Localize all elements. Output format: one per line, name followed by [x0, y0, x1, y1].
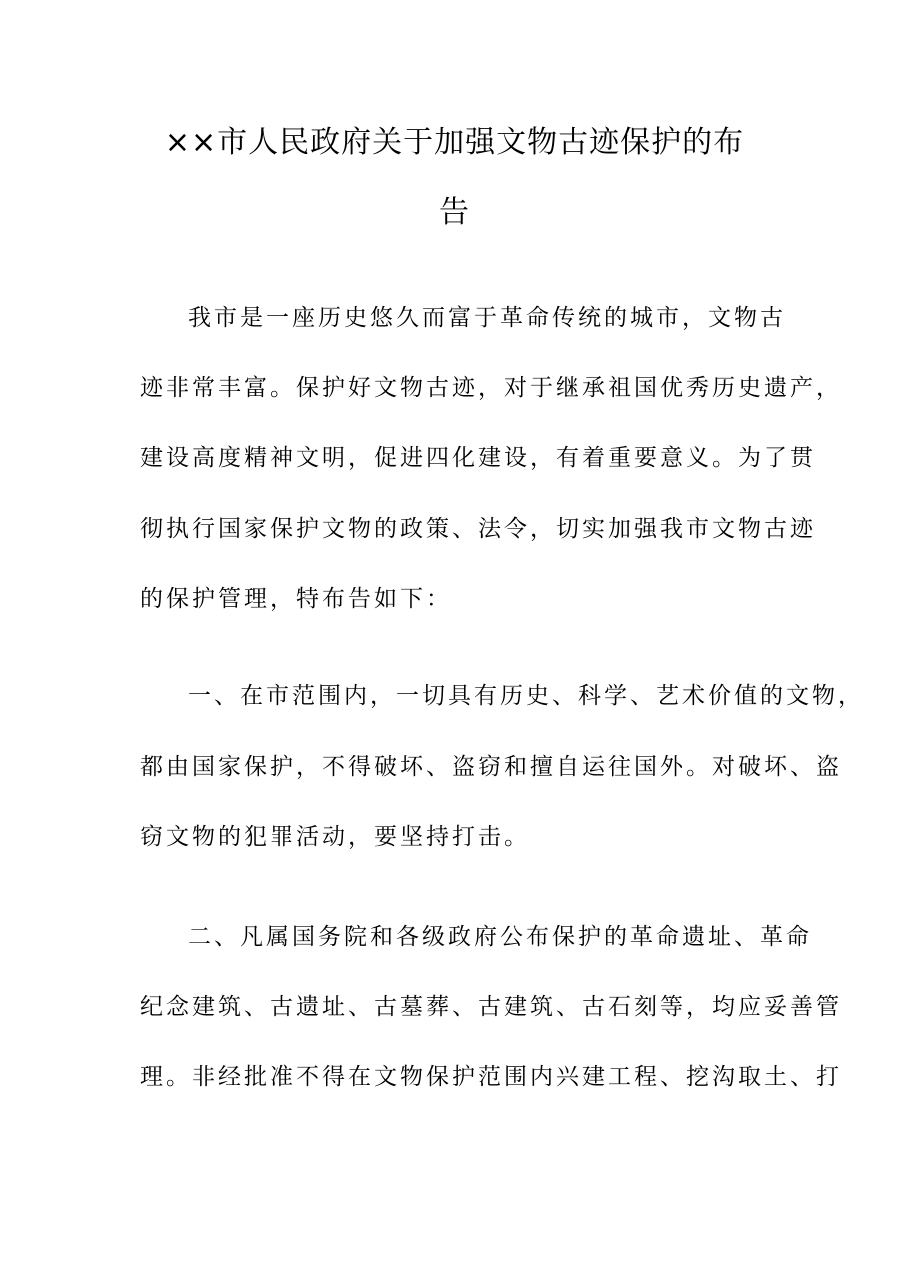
- paragraph-line: 都由国家保护，不得破坏、盗窃和擅自运往国外。对破坏、盗: [140, 754, 842, 780]
- paragraph-line: 一、在市范围内，一切具有历史、科学、艺术价值的文物，: [188, 683, 864, 709]
- paragraph-line: 彻执行国家保护文物的政策、法令，切实加强我市文物古迹: [140, 516, 816, 542]
- paragraph-line: 理。非经批准不得在文物保护范围内兴建工程、挖沟取土、打: [140, 1064, 842, 1090]
- paragraph-line: 二、凡属国务院和各级政府公布保护的革命遗址、革命: [188, 924, 812, 950]
- document-title-line-1: ××市人民政府关于加强文物古迹保护的布: [164, 125, 745, 160]
- paragraph-line: 的保护管理，特布告如下：: [140, 586, 452, 612]
- paragraph-line: 纪念建筑、古遗址、古墓葬、古建筑、古石刻等，均应妥善管: [140, 994, 842, 1020]
- paragraph-line: 建设高度精神文明，促进四化建设，有着重要意义。为了贯: [140, 445, 816, 471]
- paragraph-line: 我市是一座历史悠久而富于革命传统的城市，文物古: [188, 305, 786, 331]
- document-title-line-2: 告: [439, 195, 470, 230]
- paragraph-line: 窃文物的犯罪活动，要坚持打击。: [140, 824, 530, 850]
- paragraph-line: 迹非常丰富。保护好文物古迹，对于继承祖国优秀历史遗产，: [140, 375, 842, 401]
